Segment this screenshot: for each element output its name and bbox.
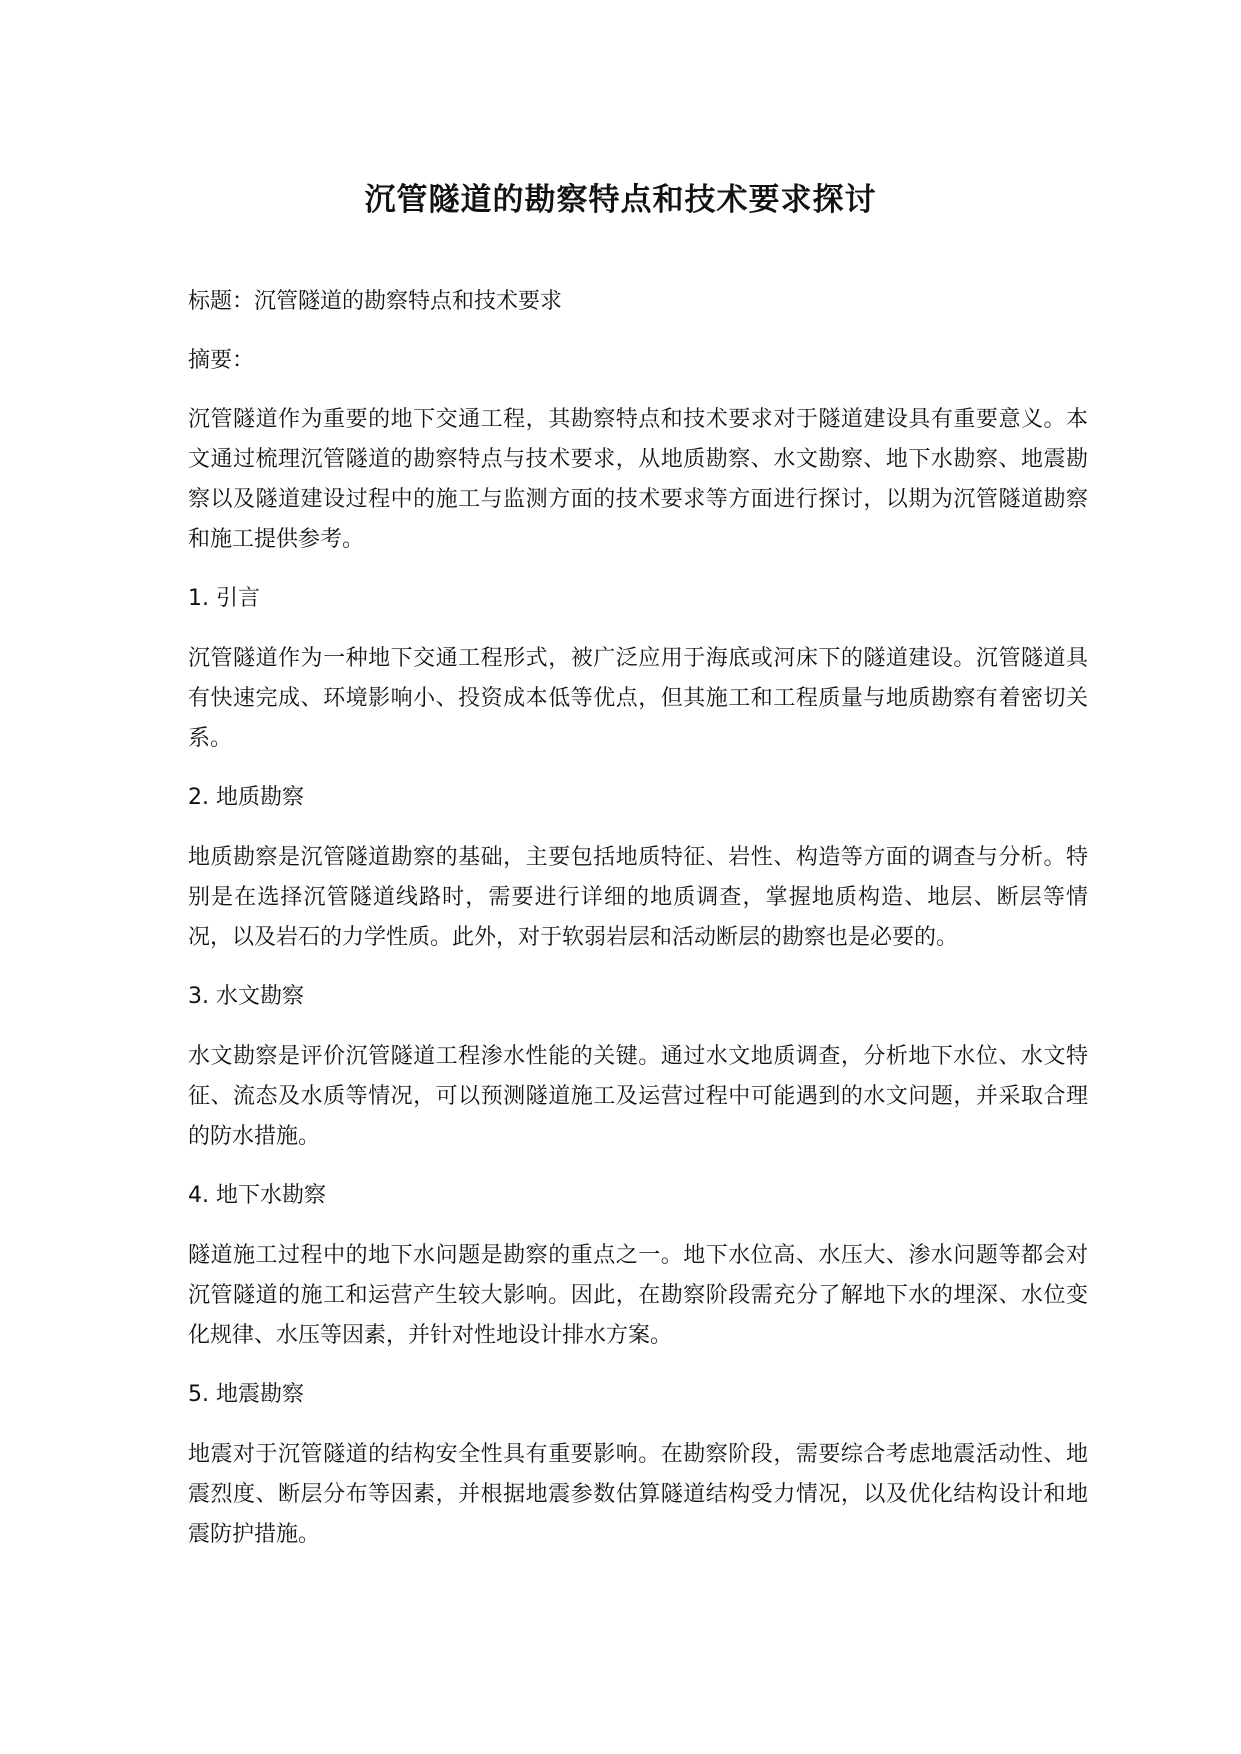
section-body-groundwater: 隧道施工过程中的地下水问题是勘察的重点之一。地下水位高、水压大、渗水问题等都会对沉管隧道的施工和运营产生较大影响。因此，在勘察阶段需充分了解地下水的埋深、水位变化规律、水压等因素，并针对性地设计排水方案。 [188, 1243, 1088, 1348]
section-body-seismic: 地震对于沉管隧道的结构安全性具有重要影响。在勘察阶段，需要综合考虑地震活动性、地震烈度、断层分布等因素，并根据地震参数估算隧道结构受力情况，以及优化结构设计和地震防护措施。 [188, 1442, 1088, 1547]
abstract-text: 沉管隧道作为重要的地下交通工程，其勘察特点和技术要求对于隧道建设具有重要意义。本文通过梳理沉管隧道的勘察特点与技术要求，从地质勘察、水文勘察、地下水勘察、地震勘察以及隧道建设过程中的施工与监测方面的技术要求等方面进行探讨，以期为沉管隧道勘察和施工提供参考。 [188, 407, 1088, 552]
section-heading-introduction: 1. 引言 [188, 586, 260, 611]
section-body-introduction: 沉管隧道作为一种地下交通工程形式，被广泛应用于海底或河床下的隧道建设。沉管隧道具有快速完成、环境影响小、投资成本低等优点，但其施工和工程质量与地质勘察有着密切关系。 [188, 646, 1088, 751]
section-heading-geology: 2. 地质勘察 [188, 785, 304, 810]
document-body [188, 282, 1088, 1574]
section-body-geology: 地质勘察是沉管隧道勘察的基础，主要包括地质特征、岩性、构造等方面的调查与分析。特别是在选择沉管隧道线路时，需要进行详细的地质调查，掌握地质构造、地层、断层等情况，以及岩石的力学性质。此外，对于软弱岩层和活动断层的勘察也是必要的。 [188, 845, 1088, 950]
section-heading-seismic: 5. 地震勘察 [188, 1382, 304, 1407]
section-heading-hydrology: 3. 水文勘察 [188, 984, 304, 1009]
page-title: 沉管隧道的勘察特点和技术要求探讨 [364, 182, 877, 218]
section-body-hydrology: 水文勘察是评价沉管隧道工程渗水性能的关键。通过水文地质调查，分析地下水位、水文特征、流态及水质等情况，可以预测隧道施工及运营过程中可能遇到的水文问题，并采取合理的防水措施。 [188, 1044, 1088, 1149]
subtitle-line: 标题：沉管隧道的勘察特点和技术要求 [188, 289, 563, 314]
section-heading-groundwater: 4. 地下水勘察 [188, 1183, 326, 1208]
abstract-label: 摘要： [188, 348, 255, 373]
